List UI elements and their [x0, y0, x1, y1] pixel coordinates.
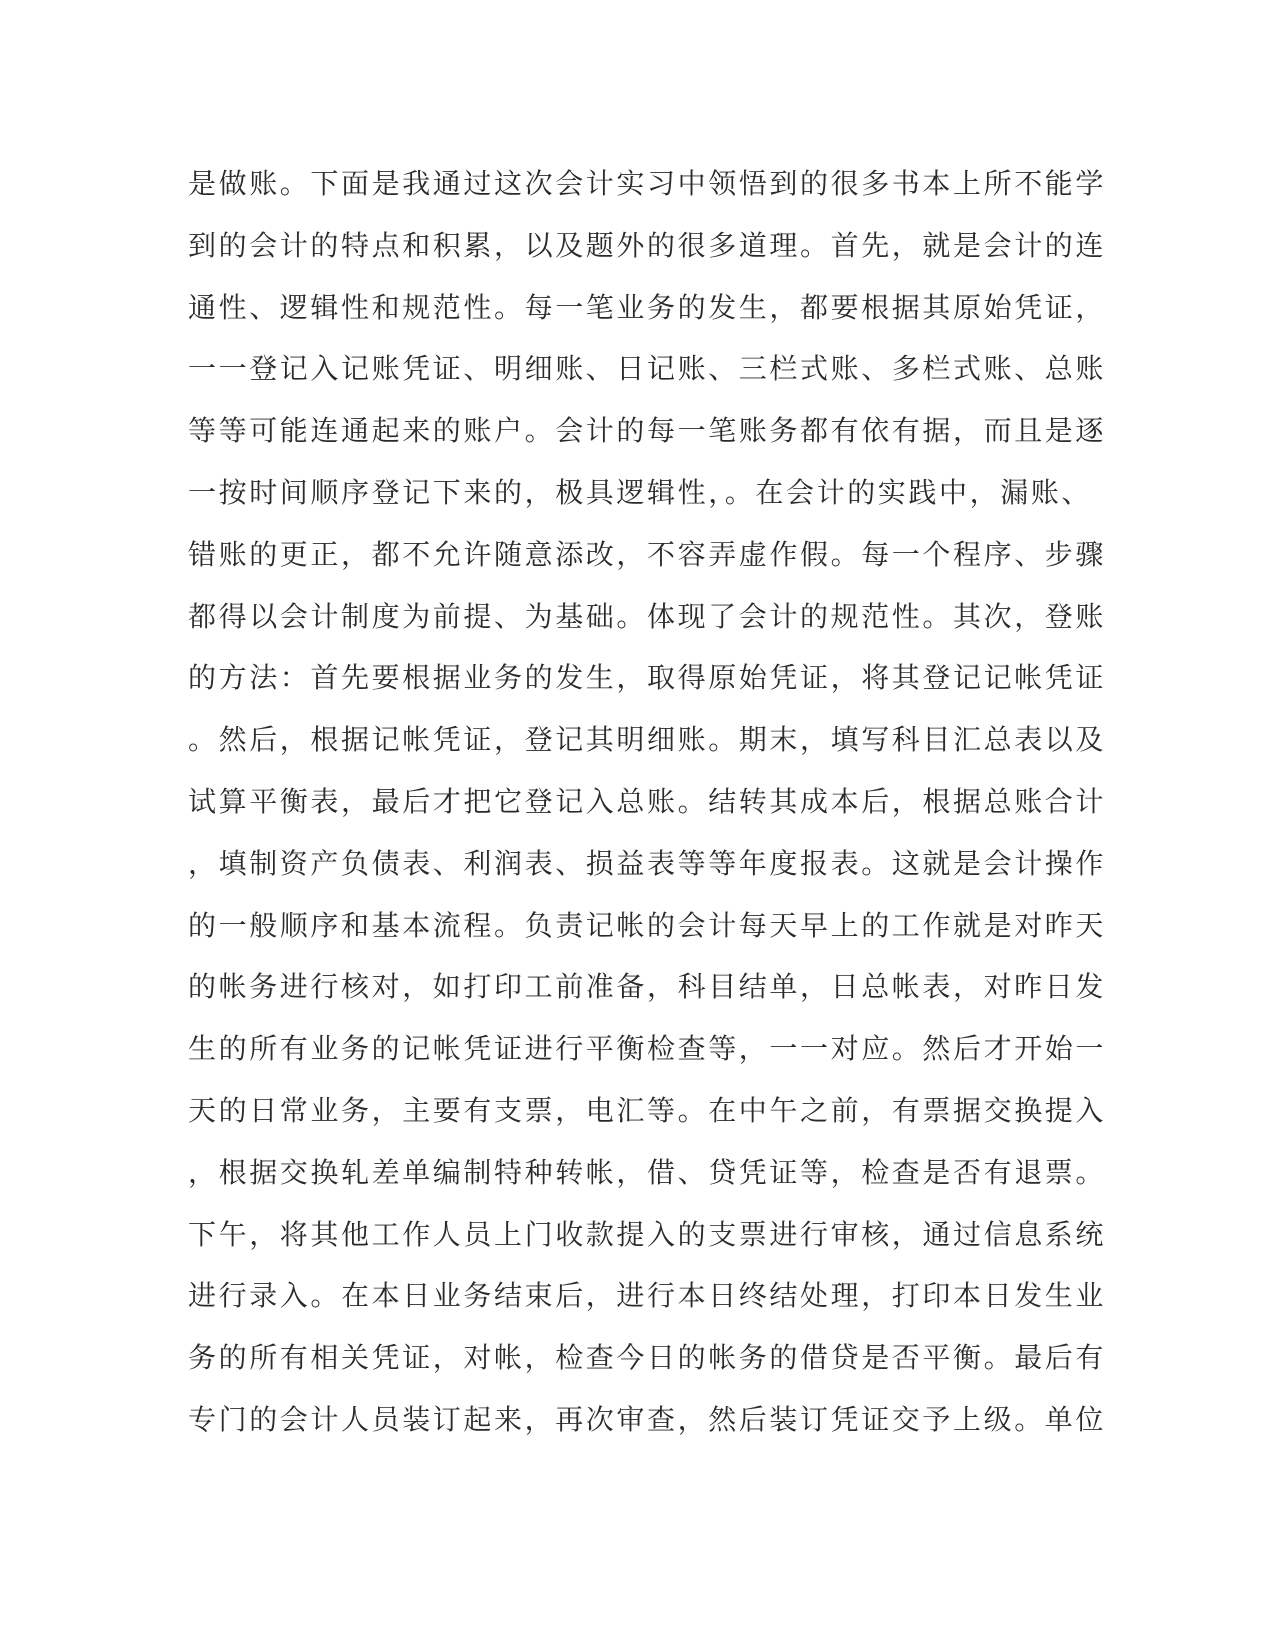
text-line-9: 的方法：首先要根据业务的发生，取得原始凭证，将其登记记帐凭证	[188, 661, 1107, 695]
text-line-21: 专门的会计人员装订起来，再次审查，然后装订凭证交予上级。单位	[188, 1402, 1107, 1436]
text-line-4: 一一登记入记账凭证、明细账、日记账、三栏式账、多栏式账、总账	[188, 352, 1107, 386]
text-line-8: 都得以会计制度为前提、为基础。体现了会计的规范性。其次，登账	[188, 599, 1107, 633]
text-line-12: ，填制资产负债表、利润表、损益表等等年度报表。这就是会计操作	[188, 846, 1107, 880]
text-line-13: 的一般顺序和基本流程。负责记帐的会计每天早上的工作就是对昨天	[188, 908, 1107, 942]
text-line-15: 生的所有业务的记帐凭证进行平衡检查等，一一对应。然后才开始一	[188, 1032, 1107, 1066]
text-line-3: 通性、逻辑性和规范性。每一笔业务的发生，都要根据其原始凭证，	[188, 290, 1107, 324]
text-line-14: 的帐务进行核对，如打印工前准备，科目结单，日总帐表，对昨日发	[188, 970, 1107, 1004]
text-line-18: 下午，将其他工作人员上门收款提入的支票进行审核，通过信息系统	[188, 1217, 1107, 1251]
text-line-5: 等等可能连通起来的账户。会计的每一笔账务都有依有据，而且是逐	[188, 414, 1107, 448]
text-line-7: 错账的更正，都不允许随意添改，不容弄虚作假。每一个程序、步骤	[188, 537, 1107, 571]
text-line-16: 天的日常业务，主要有支票，电汇等。在中午之前，有票据交换提入	[188, 1093, 1107, 1127]
text-line-1: 是做账。下面是我通过这次会计实习中领悟到的很多书本上所不能学	[188, 167, 1107, 200]
text-line-17: ，根据交换轧差单编制特种转帐，借、贷凭证等，检查是否有退票。	[188, 1155, 1107, 1189]
text-line-11: 试算平衡表，最后才把它登记入总账。结转其成本后，根据总账合计	[188, 784, 1107, 818]
text-line-19: 进行录入。在本日业务结束后，进行本日终结处理，打印本日发生业	[188, 1279, 1107, 1313]
text-line-10: 。然后，根据记帐凭证，登记其明细账。期末，填写科目汇总表以及	[188, 723, 1107, 757]
text-line-20: 务的所有相关凭证，对帐，检查今日的帐务的借贷是否平衡。最后有	[188, 1341, 1107, 1375]
body-paragraph	[188, 164, 1107, 1462]
text-line-6: 一按时间顺序登记下来的，极具逻辑性，。在会计的实践中，漏账、	[188, 475, 1093, 509]
text-line-2: 到的会计的特点和积累，以及题外的很多道理。首先，就是会计的连	[188, 228, 1107, 262]
